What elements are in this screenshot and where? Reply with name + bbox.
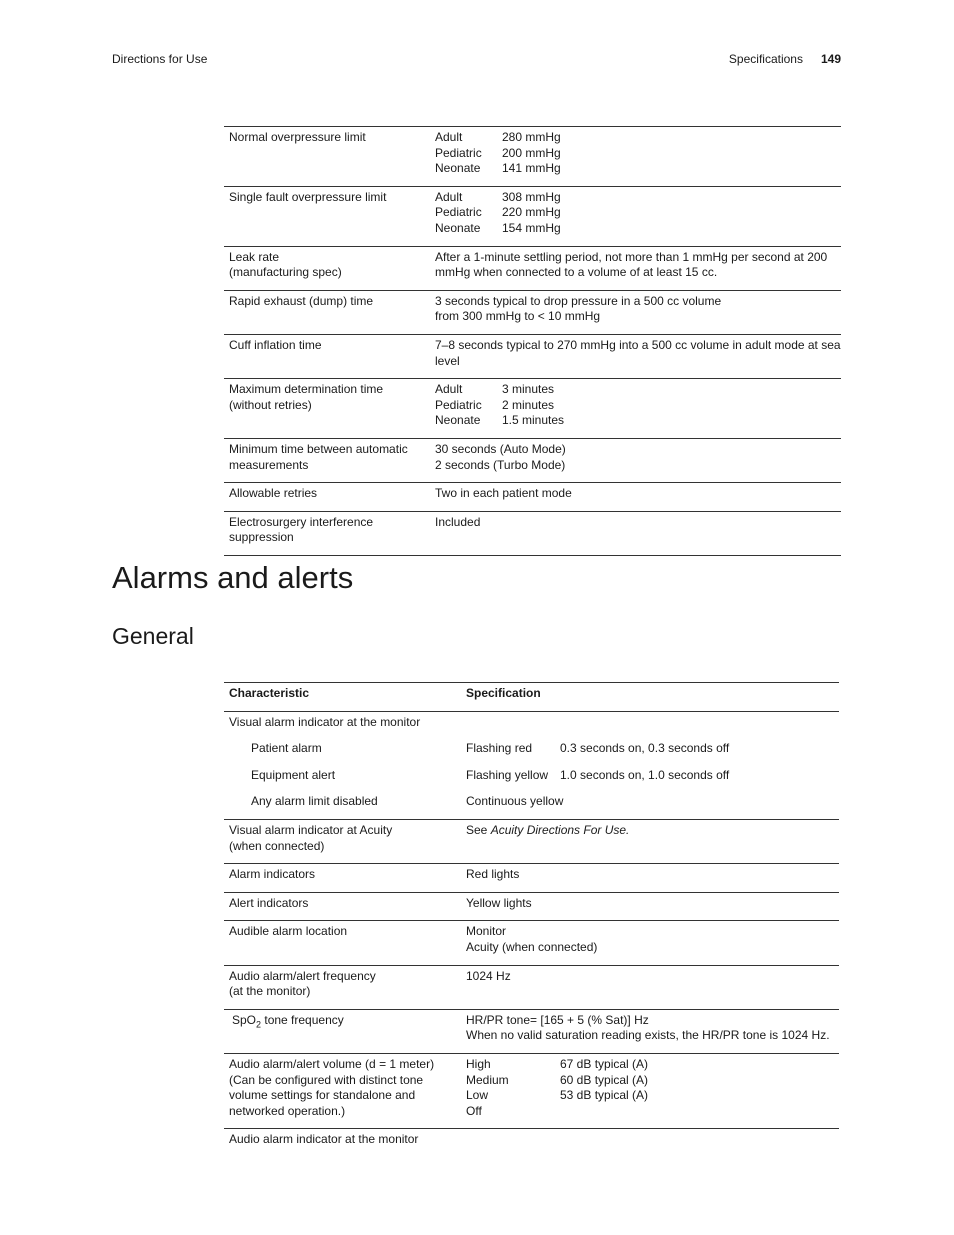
spec-value: 1024 Hz bbox=[466, 965, 839, 1009]
mode-value: 280 mmHg bbox=[502, 130, 561, 144]
column-header-characteristic: Characteristic bbox=[224, 683, 466, 712]
table-row bbox=[224, 864, 839, 893]
spec-value: Included bbox=[435, 514, 481, 529]
spec-label bbox=[224, 819, 466, 863]
mode-value: 2 minutes bbox=[502, 397, 555, 412]
spec-value: Continuous yellow bbox=[466, 791, 839, 819]
spec-label: Audible alarm location bbox=[224, 921, 466, 965]
value-line: Monitor bbox=[466, 924, 507, 939]
spec-label: Audio alarm indicator at the monitor bbox=[229, 1132, 419, 1147]
spec-value bbox=[435, 334, 841, 378]
table-row bbox=[224, 1053, 839, 1128]
mode-label: Neonate bbox=[435, 220, 481, 235]
section-heading: Alarms and alerts bbox=[112, 560, 354, 595]
spec-label: Equipment alert bbox=[251, 767, 336, 782]
spec-label: Rapid exhaust (dump) time bbox=[229, 293, 374, 308]
label-text: tone frequency bbox=[261, 1012, 344, 1027]
spec-label bbox=[224, 246, 435, 290]
table-row bbox=[224, 965, 839, 1009]
indicator-type: Flashing red bbox=[466, 741, 533, 756]
label-line: (when connected) bbox=[229, 838, 325, 853]
mode-label: Adult bbox=[435, 382, 463, 397]
table-row bbox=[224, 290, 841, 334]
column-header-specification: Specification bbox=[466, 683, 839, 712]
spec-label: Alarm indicators bbox=[224, 864, 466, 893]
value-line: 3 seconds typical to drop pressure in a 500 cc volume bbox=[435, 293, 722, 308]
spec-label bbox=[224, 511, 435, 555]
spec-value bbox=[435, 290, 841, 334]
mode-label: Neonate bbox=[435, 413, 481, 428]
label-line: Minimum time between automatic bbox=[229, 441, 408, 456]
mode-label: Neonate bbox=[435, 161, 481, 176]
mode-label: Pediatric bbox=[435, 397, 482, 412]
value-prefix: See bbox=[466, 822, 491, 837]
table-row bbox=[224, 738, 839, 765]
spec-value: Red lights bbox=[466, 864, 839, 893]
spec-label bbox=[224, 438, 435, 482]
document-reference: Acuity Directions For Use. bbox=[490, 822, 630, 837]
spec-label: Single fault overpressure limit bbox=[229, 189, 387, 204]
value-line: 30 seconds (Auto Mode) bbox=[435, 441, 566, 456]
spec-value bbox=[466, 738, 839, 765]
volume-db: 53 dB typical (A) bbox=[560, 1088, 649, 1103]
spec-label bbox=[224, 379, 435, 439]
spec-value bbox=[466, 819, 839, 863]
spec-value bbox=[435, 246, 841, 290]
mode-label: Adult bbox=[435, 189, 463, 204]
label-line: Audio alarm/alert frequency bbox=[229, 968, 376, 983]
spec-value bbox=[466, 1129, 839, 1157]
volume-level: Medium bbox=[466, 1072, 509, 1087]
table-row bbox=[224, 921, 839, 965]
spec-value bbox=[435, 186, 841, 246]
volume-level: High bbox=[466, 1056, 491, 1071]
volume-db: 60 dB typical (A) bbox=[560, 1072, 649, 1087]
table-row bbox=[224, 1009, 839, 1053]
spec-value bbox=[466, 1053, 839, 1128]
indicator-timing: 0.3 seconds on, 0.3 seconds off bbox=[560, 741, 730, 756]
volume-level: Off bbox=[466, 1103, 482, 1118]
spec-value bbox=[466, 711, 839, 738]
spec-label: Any alarm limit disabled bbox=[224, 791, 466, 819]
label-line: Visual alarm indicator at Acuity bbox=[229, 822, 393, 837]
mode-label: Pediatric bbox=[435, 145, 482, 160]
label-line: (Can be configured with distinct tone bbox=[229, 1072, 424, 1087]
spec-label: Patient alarm bbox=[251, 741, 322, 756]
table-row bbox=[224, 127, 841, 187]
value-line: mmHg when connected to a volume of at least 15 cc. bbox=[435, 265, 718, 280]
spec-value bbox=[466, 1009, 839, 1053]
table-header-row bbox=[224, 683, 839, 712]
label-line: (manufacturing spec) bbox=[229, 265, 342, 280]
mode-value: 141 mmHg bbox=[502, 161, 561, 176]
spec-label bbox=[224, 965, 466, 1009]
table-row bbox=[224, 892, 839, 921]
indicator-type: Flashing yellow bbox=[466, 767, 549, 782]
value-line: level bbox=[435, 353, 460, 368]
label-line: networked operation.) bbox=[229, 1103, 346, 1118]
label-line: Audio alarm/alert volume (d = 1 meter) bbox=[229, 1056, 435, 1071]
value-line: from 300 mmHg to < 10 mmHg bbox=[435, 309, 601, 324]
spec-label: Visual alarm indicator at the monitor bbox=[229, 714, 421, 729]
spec-label: Allowable retries bbox=[229, 486, 318, 501]
spec-value: Two in each patient mode bbox=[435, 486, 572, 501]
mode-label: Pediatric bbox=[435, 205, 482, 220]
indicator-timing: 1.0 seconds on, 1.0 seconds off bbox=[560, 767, 730, 782]
nibp-spec-table bbox=[224, 126, 841, 556]
spec-value bbox=[466, 921, 839, 965]
table-row bbox=[224, 819, 839, 863]
label-line: suppression bbox=[229, 530, 294, 545]
label-line: Electrosurgery interference bbox=[229, 514, 374, 529]
mode-value: 308 mmHg bbox=[502, 189, 561, 204]
subsection-heading: General bbox=[112, 623, 194, 649]
header-right bbox=[729, 52, 841, 66]
table-row bbox=[224, 246, 841, 290]
spec-label: Normal overpressure limit bbox=[229, 130, 366, 144]
spec-label bbox=[224, 1053, 466, 1128]
label-line: Maximum determination time bbox=[229, 382, 384, 397]
volume-db: 67 dB typical (A) bbox=[560, 1056, 649, 1071]
mode-value: 220 mmHg bbox=[502, 205, 561, 220]
mode-value: 3 minutes bbox=[502, 382, 555, 397]
mode-label: Adult bbox=[435, 130, 463, 144]
label-line: (without retries) bbox=[229, 397, 312, 412]
table-row bbox=[224, 511, 841, 555]
mode-value: 154 mmHg bbox=[502, 220, 561, 235]
doc-title: Directions for Use bbox=[112, 52, 208, 66]
value-line: After a 1-minute settling period, not more than 1 mmHg per second at 200 bbox=[435, 249, 828, 264]
table-row bbox=[224, 711, 839, 738]
spec-label: Alert indicators bbox=[224, 892, 466, 921]
mode-value: 1.5 minutes bbox=[502, 413, 565, 428]
spec-value bbox=[466, 765, 839, 792]
table-row bbox=[224, 438, 841, 482]
spec-label bbox=[224, 1009, 466, 1053]
value-line: 7–8 seconds typical to 270 mmHg into a 500 cc volume in adult mode at sea bbox=[435, 337, 841, 352]
spec-value: Yellow lights bbox=[466, 892, 839, 921]
label-line: (at the monitor) bbox=[229, 984, 311, 999]
table-row bbox=[224, 334, 841, 378]
value-line: When no valid saturation reading exists, the HR/PR tone is 1024 Hz. bbox=[466, 1028, 830, 1043]
page-number: 149 bbox=[820, 52, 841, 66]
spec-label: Cuff inflation time bbox=[229, 337, 322, 352]
table-row bbox=[224, 483, 841, 512]
label-line: volume settings for standalone and bbox=[229, 1088, 416, 1103]
spec-value bbox=[435, 127, 841, 187]
value-line: Acuity (when connected) bbox=[466, 939, 598, 954]
label-text: SpO bbox=[232, 1012, 257, 1027]
value-line: HR/PR tone= [165 + 5 (% Sat)] Hz bbox=[466, 1012, 649, 1027]
label-line: measurements bbox=[229, 457, 309, 472]
section-name: Specifications bbox=[728, 52, 803, 66]
label-subscript: 2 bbox=[256, 1019, 262, 1030]
table-row bbox=[224, 791, 839, 819]
volume-level: Low bbox=[466, 1088, 489, 1103]
mode-value: 200 mmHg bbox=[502, 145, 561, 160]
alarm-spec-table bbox=[224, 682, 839, 1157]
label-line: Leak rate bbox=[229, 249, 280, 264]
value-line: 2 seconds (Turbo Mode) bbox=[435, 457, 566, 472]
table-row bbox=[224, 186, 841, 246]
spec-value bbox=[435, 438, 841, 482]
spec-value bbox=[435, 379, 841, 439]
page-header bbox=[112, 52, 841, 70]
table-row bbox=[224, 379, 841, 439]
table-row bbox=[224, 765, 839, 792]
table-row bbox=[224, 1129, 839, 1157]
